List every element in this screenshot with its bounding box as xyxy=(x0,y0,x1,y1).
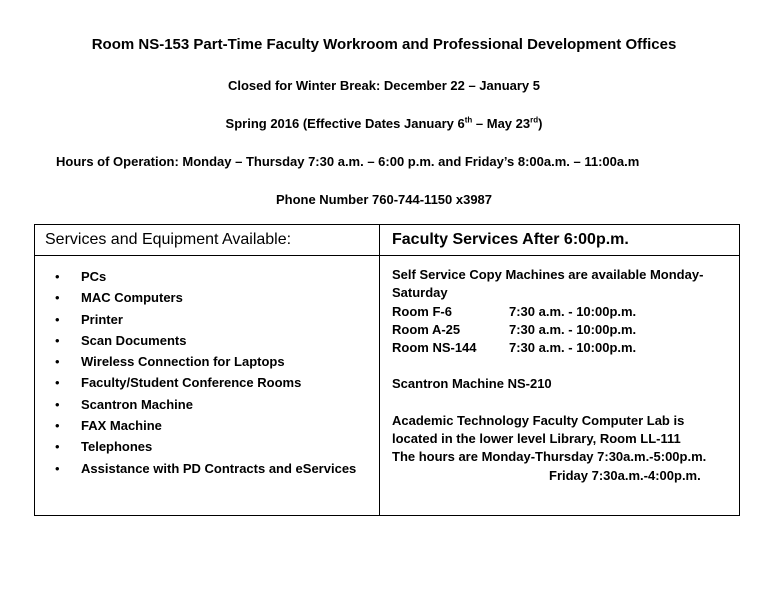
spring-dates xyxy=(0,116,768,131)
lab-line-2: located in the lower level Library, Room LL-111 xyxy=(392,431,681,447)
bullet-icon: • xyxy=(55,290,60,306)
copy-room-row xyxy=(392,339,739,357)
list-item xyxy=(55,330,379,351)
table-header-row xyxy=(35,225,740,256)
list-item-label: MAC Computers xyxy=(81,290,183,306)
spring-prefix: Spring 2016 (Effective Dates January 6 xyxy=(225,116,465,131)
spring-sup-rd: rd xyxy=(530,115,539,125)
list-item-label: Telephones xyxy=(81,439,153,455)
services-header: Services and Equipment Available: xyxy=(45,231,292,248)
lab-line-1: Academic Technology Faculty Computer Lab is xyxy=(392,412,685,428)
after-hours-header-cell xyxy=(380,225,740,256)
scantron-location: Scantron Machine NS-210 xyxy=(392,376,552,392)
list-item-label: Assistance with PD Contracts and eServices xyxy=(81,460,357,476)
list-item xyxy=(55,351,379,372)
list-item xyxy=(55,266,379,287)
lab-line-4: Friday 7:30a.m.-4:00p.m. xyxy=(549,467,701,483)
lab-line-3: The hours are Monday-Thursday 7:30a.m.-5:00p.m. xyxy=(392,449,707,465)
services-table xyxy=(34,224,740,516)
list-item xyxy=(55,372,379,393)
copy-room-row xyxy=(392,321,739,339)
bullet-icon: • xyxy=(55,311,60,327)
spring-sup-th: th xyxy=(464,115,473,125)
bullet-icon: • xyxy=(55,439,60,455)
list-item xyxy=(55,287,379,308)
bullet-icon: • xyxy=(55,354,60,370)
copy-room-name: Room NS-144 xyxy=(392,340,477,356)
bullet-icon: • xyxy=(55,269,60,284)
list-item-label: Printer xyxy=(81,311,123,327)
document-title: Room NS-153 Part-Time Faculty Workroom and Professional Development Offices xyxy=(91,36,677,53)
bullet-icon: • xyxy=(55,396,60,412)
list-item-label: Scan Documents xyxy=(81,332,187,348)
copy-room-name: Room F-6 xyxy=(392,303,452,319)
services-header-cell xyxy=(35,225,380,256)
after-hours-header: Faculty Services After 6:00p.m. xyxy=(392,231,629,248)
spring-mid: – May 23 xyxy=(472,116,531,131)
copy-room-hours: 7:30 a.m. - 10:00p.m. xyxy=(509,340,637,356)
phone-number: Phone Number 760-744-1150 x3987 xyxy=(275,192,493,207)
hours-of-operation: Hours of Operation: Monday – Thursday 7:30 a.m. – 6:00 p.m. and Friday’s 8:00a.m. – 11:00a.m xyxy=(56,154,640,169)
services-list xyxy=(35,256,379,479)
list-item xyxy=(55,394,379,415)
table-body-row xyxy=(35,256,740,516)
after-hours-cell xyxy=(380,256,740,516)
bullet-icon: • xyxy=(55,418,60,434)
copy-room-hours: 7:30 a.m. - 10:00p.m. xyxy=(509,303,637,319)
list-item-label: Wireless Connection for Laptops xyxy=(81,354,285,370)
copy-room-row xyxy=(392,303,739,321)
list-item xyxy=(55,309,379,330)
copy-intro-line-1: Self Service Copy Machines are available Monday- xyxy=(392,267,704,282)
list-item-label: FAX Machine xyxy=(81,418,162,434)
bullet-icon: • xyxy=(55,460,60,476)
copy-intro-line-2: Saturday xyxy=(392,285,448,301)
list-item xyxy=(55,415,379,436)
list-item xyxy=(55,458,379,479)
spring-suffix: ) xyxy=(538,116,543,131)
list-item xyxy=(55,436,379,457)
list-item-label: PCs xyxy=(81,269,107,284)
list-item-label: Faculty/Student Conference Rooms xyxy=(81,375,302,391)
copy-room-name: Room A-25 xyxy=(392,321,461,337)
bullet-icon: • xyxy=(55,332,60,348)
list-item-label: Scantron Machine xyxy=(81,396,193,412)
winter-break-notice: Closed for Winter Break: December 22 – January 5 xyxy=(227,78,540,93)
services-cell xyxy=(35,256,380,516)
copy-room-hours: 7:30 a.m. - 10:00p.m. xyxy=(509,321,637,337)
bullet-icon: • xyxy=(55,375,60,391)
after-hours-content xyxy=(380,256,739,485)
